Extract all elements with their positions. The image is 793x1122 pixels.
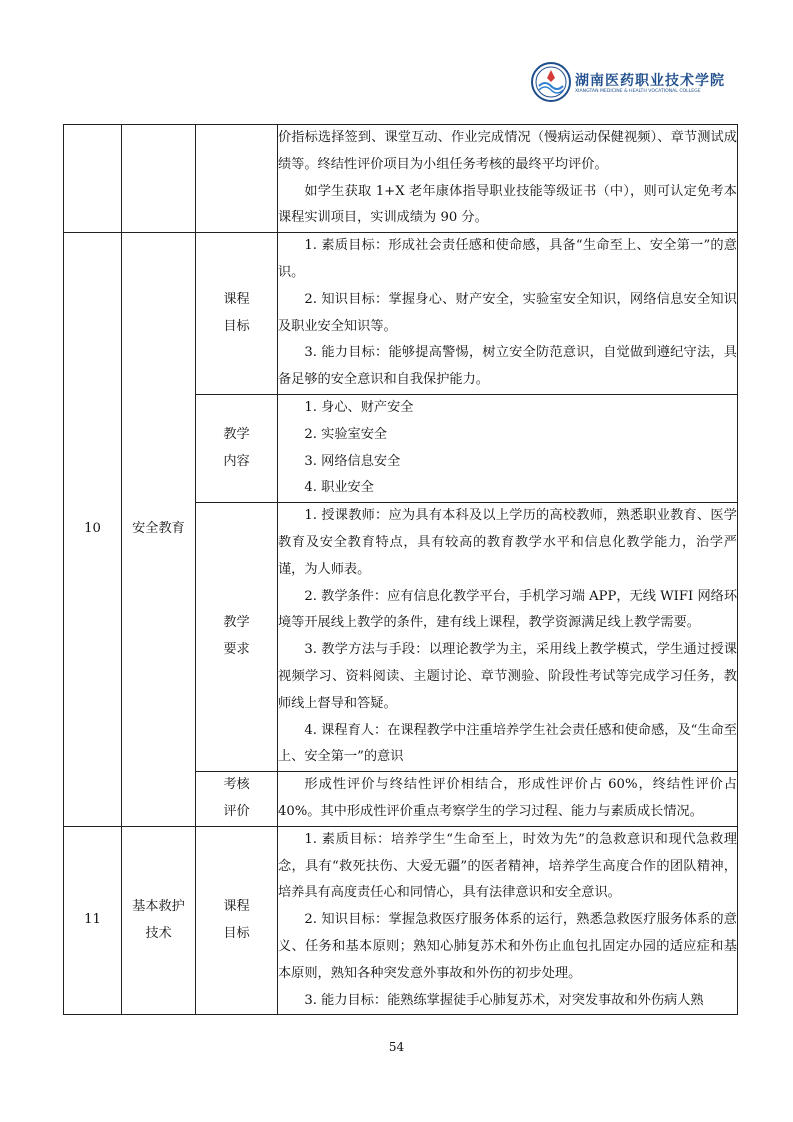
aspect-cell — [196, 233, 278, 395]
curriculum-table — [63, 124, 738, 1015]
content-paragraph: 1. 素质目标：形成社会责任感和使命感，具备“生命至上、安全第一”的意识。 — [278, 238, 737, 280]
course-name-cell — [122, 125, 196, 233]
content-cell — [278, 233, 738, 395]
course-name-cell — [122, 826, 196, 1015]
content-cell — [278, 826, 738, 1015]
content-cell — [278, 125, 738, 233]
school-logo-icon — [531, 62, 571, 102]
list-item: 1. 身心、财产安全 — [304, 399, 414, 415]
content-paragraph: 1. 素质目标：培养学生“生命至上，时效为先”的急救意识和现代急救理念，具有“救死扶伤、大爱无疆”的医者精神，培养学生高度合作的团队精神，培养具有高度责任心和同情心，具有法律意识和安全意识。 — [278, 831, 737, 901]
page-number: 54 — [388, 1040, 405, 1054]
table-row — [64, 826, 738, 1015]
school-name: 湖南医药职业技术学院 — [575, 73, 725, 89]
content-paragraph: 2. 教学条件：应有信息化教学平台，手机学习端 APP，无线 WIFI 网络环境等开展线上教学的条件，建有线上课程，教学资源满足线上教学需要。 — [278, 588, 738, 631]
table-row — [64, 233, 738, 395]
aspect-label: 评价 — [223, 803, 250, 819]
course-number-cell — [64, 125, 122, 233]
aspect-label: 内容 — [223, 453, 250, 469]
aspect-label: 教学 — [223, 426, 250, 442]
aspect-label: 教学 — [223, 615, 250, 631]
aspect-label: 目标 — [223, 318, 250, 334]
content-paragraph: 3. 教学方法与手段：以理论教学为主，采用线上教学模式，学生通过授课视频学习、资料阅读、主题讨论、章节测验、阶段性考试等完成学习任务，教师线上督导和答疑。 — [278, 642, 737, 711]
content-paragraph: 形成性评价与终结性评价相结合，形成性评价占 60%，终结性评价占 40%。其中形成性评价重点考察学生的学习过程、能力与素质成长情况。 — [278, 777, 737, 819]
content-paragraph: 2. 知识目标：掌握急救医疗服务体系的运行，熟悉急救医疗服务体系的意义、任务和基本原则；熟知心肺复苏术和外伤止血包扎固定办园的适应症和基本原则，熟知各种突发意外事故和外伤的初步处理。 — [278, 912, 737, 981]
content-paragraph: 3. 能力目标：能熟练掌握徒手心肺复苏术，对突发事故和外伤病人熟 — [304, 992, 704, 1008]
content-paragraph: 1. 授课教师：应为具有本科及以上学历的高校教师，熟悉职业教育、医学教育及安全教育特点，具有较高的教育教学水平和信息化教学能力，治学严谨，为人师表。 — [278, 508, 737, 577]
aspect-cell — [196, 772, 278, 827]
content-cell — [278, 772, 738, 827]
aspect-label: 目标 — [223, 925, 250, 941]
aspect-cell — [196, 826, 278, 1015]
list-item: 3. 网络信息安全 — [304, 453, 401, 469]
table-row — [64, 125, 738, 233]
aspect-cell — [196, 503, 278, 772]
aspect-cell — [196, 125, 278, 233]
content-paragraph: 如学生获取 1+X 老年康体指导职业技能等级证书（中），则可认定免考本课程实训项目，实训成绩为 90 分。 — [278, 183, 737, 226]
aspect-label: 课程 — [223, 898, 250, 914]
course-name-line: 技术 — [145, 925, 172, 941]
list-item: 4. 职业安全 — [304, 480, 374, 496]
aspect-label: 要求 — [223, 642, 250, 658]
course-number-cell: 11 — [64, 826, 122, 1015]
aspect-label: 考核 — [223, 777, 250, 793]
aspect-label: 课程 — [223, 291, 250, 307]
page-header — [531, 62, 731, 102]
content-cell — [278, 503, 738, 772]
content-paragraph: 价指标选择签到、课堂互动、作业完成情况（慢病运动保健视频）、章节测试成绩等。终结性评价项目为小组任务考核的最终平均评价。 — [278, 130, 737, 172]
content-paragraph: 4. 课程育人：在课程教学中注重培养学生社会责任感和使命感，及“生命至上、安全第一”的意识 — [278, 722, 737, 765]
course-name-line: 基本救护 — [132, 898, 185, 914]
course-name-cell: 安全教育 — [122, 233, 196, 827]
content-paragraph: 2. 知识目标：掌握身心、财产安全，实验室安全知识，网络信息安全知识及职业安全知识等。 — [278, 291, 737, 334]
content-cell — [278, 394, 738, 502]
aspect-cell — [196, 394, 278, 502]
content-paragraph: 3. 能力目标：能够提高警惕，树立安全防范意识，自觉做到遵纪守法，具备足够的安全意识和自我保护能力。 — [278, 345, 737, 388]
list-item: 2. 实验室安全 — [304, 426, 388, 442]
course-number-cell: 10 — [64, 233, 122, 827]
school-name-english: XIANGTAN MEDICINE & HEALTH VOCATIONAL COLLEGE — [575, 89, 701, 94]
